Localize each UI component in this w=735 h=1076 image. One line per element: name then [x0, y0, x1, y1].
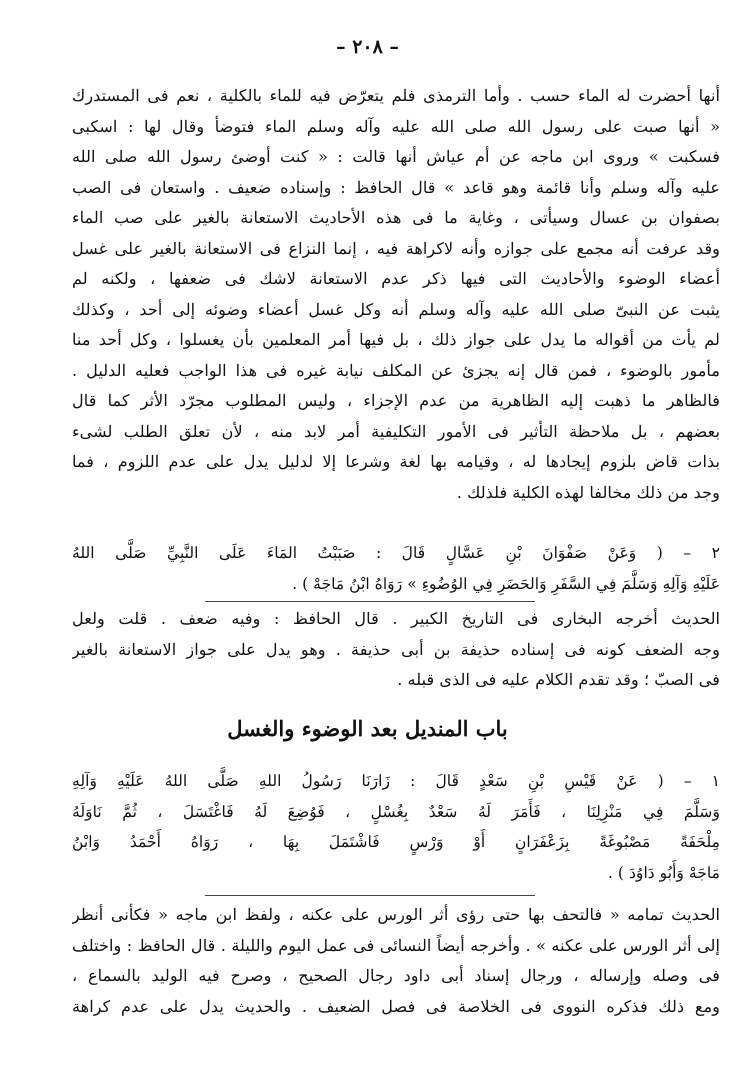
- text-line: وقد عرفت أنه مجمع على جوازه وأنه لاكراهة فيه ، إنما النزاع فى الاستعانة بالغير على غسل: [72, 238, 720, 258]
- text-line: فى وصله وإرساله ، ورجال إسناد أبى داود رجال الصحيح ، وصرح فيه الوليد بالسماع ،: [72, 966, 720, 985]
- hadith-line: ٢ – ( وَعَنْ صَفْوَانَ بْنِ عَسَّالٍ قَالَ : صَبَبْتُ المَاءَ عَلَى النَّبِيِّ صَلَّى اللهُ: [72, 544, 720, 562]
- text-line: عليه وآله وسلم وأنا قائمة وهو قاعد » قال الحافظ : وإسناده ضعيف . واستعان فى الصب: [72, 177, 720, 197]
- text-line: مأمور بالوضوء ، فمن قال إنه يجزئ عن المكلف نيابة غيره فى هذا الواجب فعليه الدليل .: [72, 360, 720, 380]
- chapter-heading: باب المنديل بعد الوضوء والغسل: [227, 716, 508, 741]
- hadith-line: عَلَيْهِ وَآلِهِ وَسَلَّمَ فِي السَّفَرِ وَالحَضَرِ فِي الوُضُوءِ » رَوَاهُ ابْنُ مَاجَهْ ) .: [292, 574, 720, 593]
- text-line: فالظاهر ما ذهبت إليه الظاهرية من عدم الإجزاء ، وليس المطلوب مجرّد الأثر كما قال: [72, 391, 720, 410]
- text-line: بذات قاض بلزوم إيجادها له ، وقيامه بها لغة وشرعا إلا لدليل يدل على عدم اللزوم ، فما: [72, 452, 720, 471]
- text-line: بعضهم ، بل ملاحظة التأثير فى الأمور التكليفية أمر لابد منه ، لأن تعلق الطلب لشىء: [72, 421, 720, 441]
- text-line: « أنها صبت على رسول الله صلى الله عليه وآله وسلم الماء فتوضأ وقال لها : اسكبى: [72, 116, 720, 136]
- hadith-line: وَسَلَّمَ فِي مَنْزِلِنَا ، فَأَمَرَ لَهُ سَعْدٌ بِغُسْلٍ ، فَوُضِعَ لَهُ فَاغْتَسَلَ ، ثُمَّ نَاوَلَهُ: [72, 802, 720, 821]
- text-line: وجه الضعف كونه فى إسناده حذيفة بن أبى حذيفة . وهو يدل على جواز الاستعانة بالغير: [72, 639, 720, 659]
- text-line: فى الصبّ ؛ وقد تقدم الكلام عليه فى الذى قبله .: [397, 670, 720, 689]
- hadith-1-commentary: [72, 900, 720, 1022]
- hadith-2-commentary: [72, 604, 720, 696]
- text-line: الحديث تمامه « فالتحف بها حتى رؤى أثر الورس على عكنه ، ولفظ ابن ماجه « فكأنى أنظر: [72, 905, 720, 924]
- separator-line: [205, 601, 535, 602]
- text-line: وجد من ذلك مخالفا لهذه الكلية فلذلك .: [456, 482, 720, 502]
- separator-line: [205, 895, 535, 896]
- hadith-2: [72, 538, 720, 599]
- text-line: ومع ذلك فذكره النووى فى الخلاصة فى فصل الضعيف . والحديث يدل على عدم كراهة: [72, 996, 720, 1016]
- hadith-line: مِلْحَفَةً مَصْبُوغَةً بِزَعْفَرَانٍ أَوْ وَرْسٍ فَاشْتَمَلَ بِهَا ، رَوَاهُ أَحْمَدُ وَابْنُ: [72, 833, 720, 851]
- text-line: بصفوان بن عسال وسيأتى ، وغاية ما فى هذه الأحاديث الاستعانة بالغير على صب الماء: [72, 208, 720, 227]
- text-line: أنها أحضرت له الماء حسب . وأما الترمذى فلم يتعرّض فيه للماء بالكلية ، نعم فى المستدرك: [72, 86, 720, 105]
- text-line: الحديث أخرجه البخارى فى التاريخ الكبير . قال الحافظ : وفيه ضعف . قلت ولعل: [72, 609, 720, 628]
- text-line: أعضاء الوضوء والأحاديث التى فيها ذكر عدم الاستعانة لاشك فى ضعفها ، ولكنه لم: [72, 269, 720, 288]
- section1-text: [72, 81, 720, 508]
- hadith-line: ١ – ( عَنْ قَيْسِ بْنِ سَعْدٍ قَالَ : زَارَنَا رَسُولُ اللهِ صَلَّى اللهُ عَلَيْهِ وَآلِهِ: [72, 772, 720, 790]
- page-number: – ٢٠٨ –: [336, 36, 399, 58]
- hadith-1: [72, 766, 720, 888]
- hadith-line: مَاجَهْ وَأَبُو دَاوُدَ ) .: [608, 863, 720, 882]
- text-line: لم يأت من أقواله ما يدل على جواز ذلك ، بل فيها أمر المعلمين بأن يغسلوا ، وكل أحد منا: [72, 330, 720, 349]
- text-line: إلى أثر الورس على عكنه » . وأخرجه أيضاً النسائى فى عمل اليوم والليلة . قال الحافظ : واختلف: [72, 935, 720, 955]
- text-line: يثبت عن النبىّ صلى الله عليه وآله وسلم أنه وكل غسل أعضاء وضوئه إلى أحد ، وكذلك: [72, 299, 720, 319]
- text-line: فسكبت » وروى ابن ماجه عن أم عياش أنها قالت : « كنت أوضئ رسول الله صلى الله: [72, 147, 720, 166]
